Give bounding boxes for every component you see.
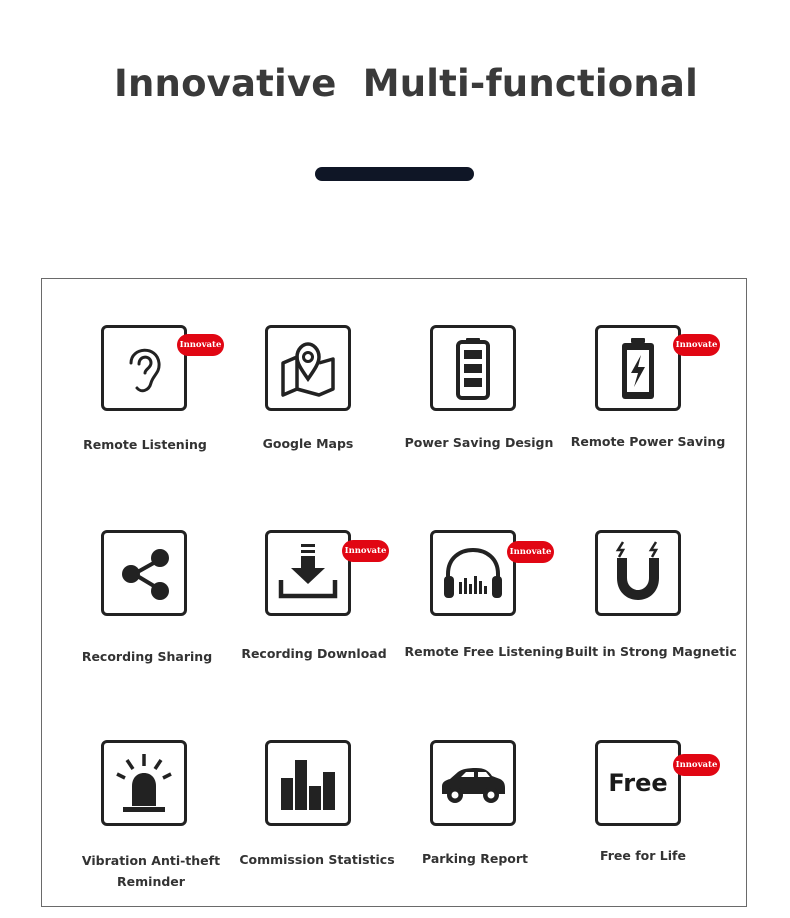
feature-icon-box-google-maps (265, 325, 351, 411)
title-underline (315, 167, 474, 181)
innovate-badge: Innovate (507, 541, 554, 563)
feature-label: Google Maps (262, 436, 354, 451)
map-pin-icon (273, 333, 343, 403)
feature-label: Remote Power Saving (570, 434, 726, 449)
feature-label: Recording Sharing (81, 649, 213, 664)
feature-icon-box-built-in-strong-magnetic (595, 530, 681, 616)
feature-label: Free for Life (600, 848, 686, 863)
alarm-light-icon (109, 748, 179, 818)
free-icon: Free (608, 769, 668, 797)
bar-chart-icon (273, 748, 343, 818)
battery-charging-icon (603, 333, 673, 403)
innovate-badge: Innovate (673, 334, 720, 356)
feature-label: Power Saving Design (404, 435, 554, 450)
magnet-icon (603, 538, 673, 608)
feature-icon-box-remote-listening (101, 325, 187, 411)
innovate-badge: Innovate (673, 754, 720, 776)
innovate-badge: Innovate (177, 334, 224, 356)
feature-label: Remote Listening (83, 437, 207, 452)
feature-label: Remote Free Listening (404, 644, 564, 659)
innovate-badge: Innovate (342, 540, 389, 562)
feature-label: Commission Statistics (239, 852, 395, 867)
ear-icon (109, 333, 179, 403)
feature-icon-box-remote-power-saving (595, 325, 681, 411)
headphones-icon (438, 538, 508, 608)
battery-icon (438, 333, 508, 403)
feature-icon-box-recording-download (265, 530, 351, 616)
feature-icon-box-vibration-anti-theft (101, 740, 187, 826)
feature-icon-box-parking-report (430, 740, 516, 826)
feature-icon-box-free-for-life (595, 740, 681, 826)
share-icon (109, 538, 179, 608)
feature-label: Recording Download (241, 646, 387, 661)
feature-icon-box-remote-free-listening (430, 530, 516, 616)
feature-icon-box-commission-statistics (265, 740, 351, 826)
feature-label: Parking Report (422, 851, 528, 866)
feature-label: Vibration Anti-theft Reminder (81, 853, 221, 889)
feature-icon-box-recording-sharing (101, 530, 187, 616)
car-icon (438, 748, 508, 818)
feature-label: Built in Strong Magnetic (565, 644, 737, 659)
feature-icon-box-power-saving-design (430, 325, 516, 411)
download-icon (273, 538, 343, 608)
page-title: Innovative Multi-functional (114, 62, 698, 105)
